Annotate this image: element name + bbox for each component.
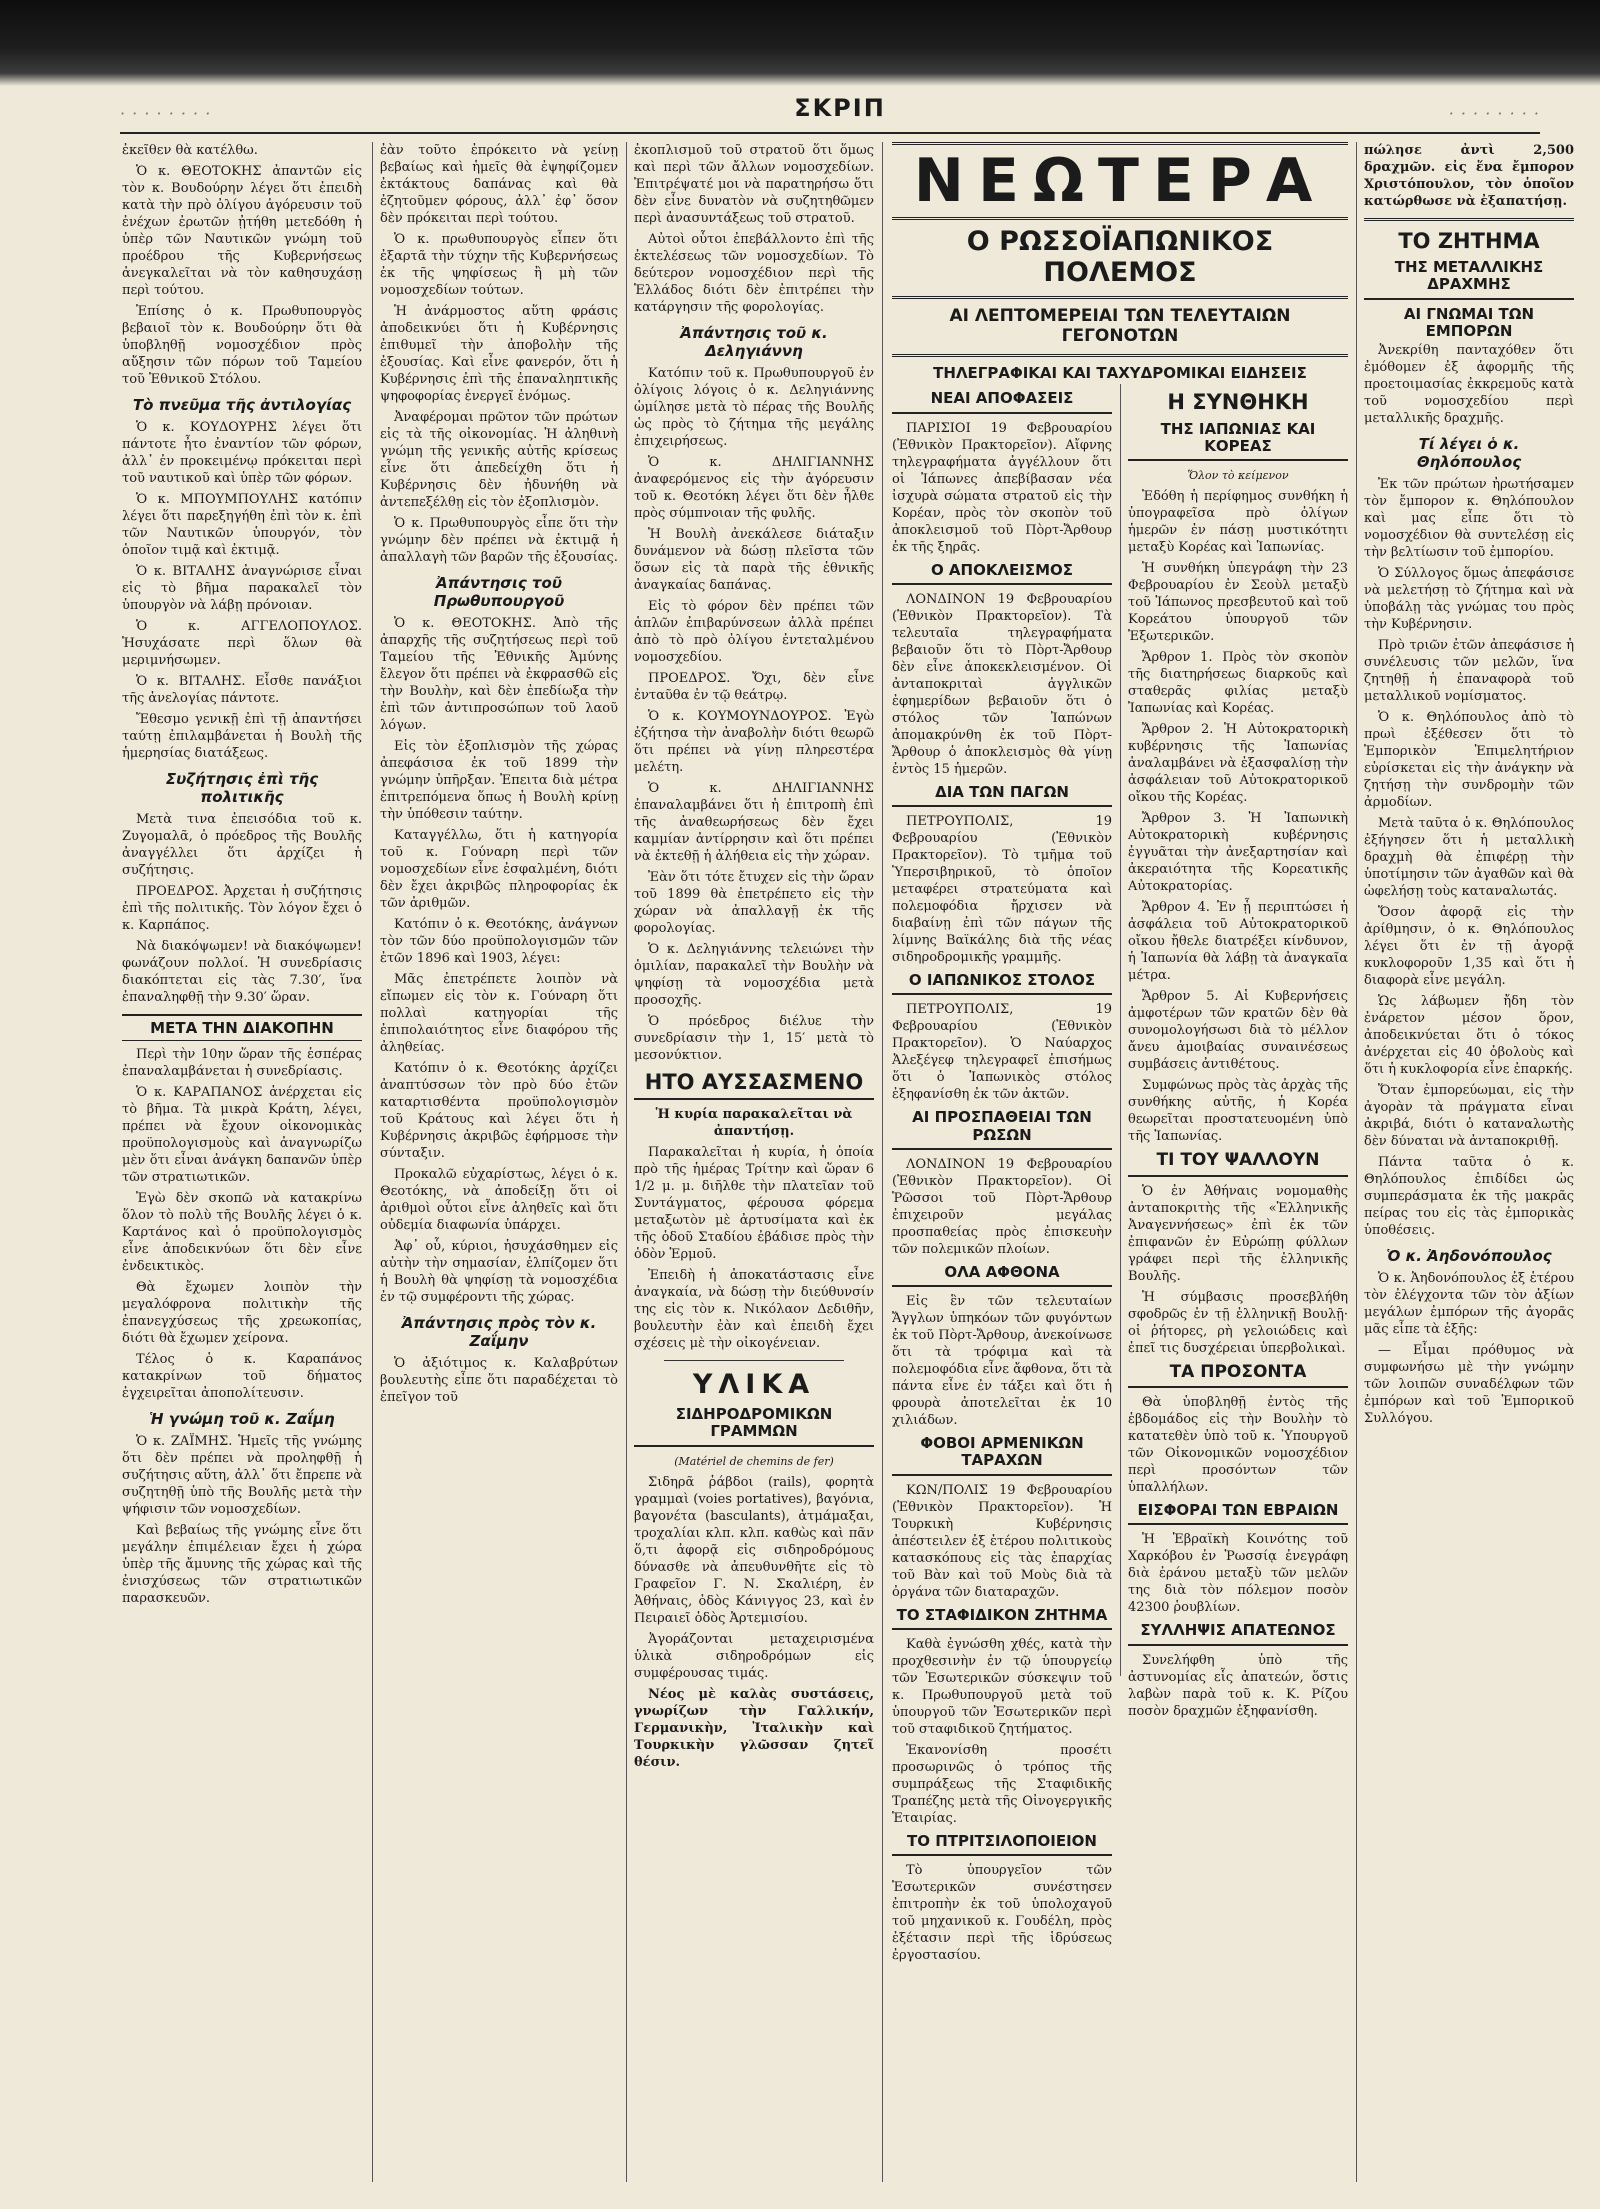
paragraph: Ὁ κ. ΚΟΥΜΟΥΝΔΟΥΡΟΣ. Ἐγὼ ἐζήτησα τὴν ἀναβολὴν διότι θεωρῶ ὅτι πρέπει νὰ γίνῃ πληρεστέρα μελέτη. <box>634 709 874 775</box>
paragraph: Ὡς λάβωμεν ἤδη τὸν ἐνάρετον μέσον ὅρον, ἀποδεικνύεται ὅτι ὁ τόκος ἀνέρχεται εἰς 40 ὀβολοὺς καὶ ὅτι ἡ κυκλοφορία εἶνε ἐπαρκής. <box>1364 994 1574 1078</box>
article-headline: ΤΑ ΠΡΟΣΟΝΤΑ <box>1128 1363 1348 1389</box>
paragraph: Ὁ κ. Θηλόπουλος ἀπὸ τὸ πρωὶ ἐξέθεσεν ὅτι τὸ Ἐμπορικὸν Ἐπιμελητήριον εὑρίσκεται εἰς τὴν ἀνάγκην νὰ ζητήσῃ τὴν συνδρομὴν τῶν ἀρμοδίων. <box>1364 710 1574 811</box>
paragraph: Κατόπιν ὁ κ. Θεοτόκης, ἀνάγνων τὸν τῶν δύο προϋπολογισμῶν τῶν ἐτῶν 1896 καὶ 1903, λέγει: <box>380 917 618 966</box>
paragraph: Μετὰ τινα ἐπεισόδια τοῦ κ. Ζυγομαλᾶ, ὁ πρόεδρος τῆς Βουλῆς ἀναγγέλλει ὅτι ἀρχίζει ἡ συζήτησις. <box>122 812 362 878</box>
paragraph: Ἐπειδὴ ἡ ἀποκατάστασις εἶνε ἀναγκαία, νὰ δώσῃ τὴν διεύθυνσίν της εἰς τὸν κ. Νικόλαον Δεδιθῆν, βουλευτὴν ἐὰν καὶ ἐπειδὴ ἔχει σχέσεις μὲ τὴν οἰκογένειαν. <box>634 1268 874 1352</box>
paragraph: Εἰς τὸ φόρον δὲν πρέπει τῶν ἁπλῶν ἐπιβαρύνσεων ἀλλὰ πρέπει ἀπὸ τὸ πρὸ ὀλίγου ἐντεταλμένου νομοσχεδίου. <box>634 599 874 665</box>
paragraph: Τὸ ὑπουργεῖον τῶν Ἐσωτερικῶν συνέστησεν ἐπιτροπὴν ἐκ τοῦ ὑπολοχαγοῦ τοῦ μηχανικοῦ κ. Γουδέλη, πρὸς ἐξέτασιν περὶ τῆς ἱδρύσεως ἐργοστασίου. <box>892 1863 1112 1964</box>
paragraph: Κατόπιν τοῦ κ. Πρωθυπουργοῦ ἐν ὀλίγοις λόγοις ὁ κ. Δεληγιάννης ὡμίλησε μετὰ τὸ πέρας τῆς Βουλῆς ὡς πρὸς τὸ ζήτημα τῆς μεγάλης ἐπιχειρήσεως. <box>634 366 874 449</box>
paragraph: Καταγγέλλω, ὅτι ἡ κατηγορία τοῦ κ. Γούναρη περὶ τῶν νομοσχεδίων εἶνε ἐσφαλμένη, διότι δὲν ἔχει ἀκριβῶς πληροφορίας ἐκ τῶν ἀριθμῶν. <box>380 828 618 911</box>
paragraph: Ὁ ἀξιότιμος κ. Καλαβρύτων βουλευτὴς εἶπε ὅτι παραδέχεται τὸ ἐπεῖγον τοῦ <box>380 1356 618 1405</box>
paragraph: ΛΟΝΔΙΝΟΝ 19 Φεβρουαρίου (Ἐθνικὸν Πρακτορεῖον). Τὰ τελευταῖα τηλεγραφήματα βεβαιοῦν ὅτι τὸ Πὸρτ-Ἄρθουρ δὲν εἶνε ἀποκεκλεισμένον. Οἱ ἀνταποκριταὶ ἀγγλικῶν ἐφημερίδων βεβαιοῦν ὅτι ὁ στόλος τῶν Ἰαπώνων ἀπομακρύνθη ἐκ τοῦ Πὸρτ-Ἄρθουρ ὁ ἀποκλεισμὸς θὰ γίνῃ ἐντὸς 15 ἡμερῶν. <box>892 591 1112 777</box>
paragraph: Ἄρθρον 2. Ἡ Αὐτοκρατορικὴ κυβέρνησις τῆς Ἰαπωνίας ἀναλαμβάνει νὰ ἐξασφαλίσῃ τὴν ἀσφάλειαν τοῦ Αὐτοκρατορικοῦ οἴκου τῆς Κορέας. <box>1128 722 1348 806</box>
ad-note: (Matériel de chemins de fer) <box>674 1454 834 1468</box>
paragraph: πώλησε ἀντὶ 2,500 δραχμῶν. εἰς ἕνα ἔμπορον Χριστόπουλον, τὸν ὁποῖον κατώρθωσε νὰ ἐξαπατήσῃ. <box>1364 143 1574 209</box>
paragraph: Ἄρθρον 3. Ἡ Ἰαπωνικὴ Αὐτοκρατορικὴ κυβέρνησις ἐγγυᾶται τὴν ἀνεξαρτησίαν καὶ ἀκεραιότητα τῆς Κορεατικῆς Αὐτοκρατορίας. <box>1128 811 1348 895</box>
faded-header-left: · · · · · · · · <box>120 104 212 123</box>
article-headline: ΟΛΑ ΑΦΘΟΝΑ <box>892 1264 1112 1287</box>
section-heading: Τί λέγει ὁ κ. Θηλόπουλος <box>1416 435 1522 472</box>
article-headline: Ο ΙΑΠΩΝΙΚΟΣ ΣΤΟΛΟΣ <box>892 972 1112 995</box>
article-headline: Η ΣΥΝΘΗΚΗ <box>1167 390 1309 415</box>
news-center <box>892 142 1348 2182</box>
paragraph: Ὁ Σύλλογος ὅμως ἀπεφάσισε νὰ μελετήσῃ τὸ ζήτημα καὶ νὰ ὑποβάλῃ τὰς γνώμας του πρὸς τὴν Κυβέρνησιν. <box>1364 566 1574 633</box>
paragraph: Νὰ διακόψωμεν! νὰ διακόψωμεν! φωνάζουν πολλοί. Ἡ συνεδρίασις διακόπτεται εἰς τὰς 7.30′, ἵνα ἐπαναληφθῇ τὴν 9.30′ ὥραν. <box>122 939 362 1005</box>
paragraph: Ἀναφέρομαι πρῶτον τῶν πρώτων εἰς τὰ τῆς οἰκονομίας. Ἡ ἀληθινὴ γνώμη τῆς γενικῆς αὐτῆς κρίσεως εἶνε ὅτι ἀπεδείχθη ὅτι ἡ Κυβέρνησις δὲν ἠδυνήθη νὰ ἀντεπεξέλθῃ εἰς τὸν ἐξοπλισμὸν. <box>380 410 618 510</box>
column-rule <box>1120 384 1121 1676</box>
article-headline: ΔΙΑ ΤΩΝ ΠΑΓΩΝ <box>892 784 1112 807</box>
paragraph: Αὐτοὶ οὗτοι ἐπεβάλλοντο ἐπὶ τῆς ἐκτελέσεως τῶν νομοσχεδίων. Τὸ δεύτερον νομοσχέδιον περὶ τῆς Ἑλλάδος διότι δὲν ἐπιτρέπει τὴν κατάργησιν τῆς φορολογίας. <box>634 232 874 315</box>
paragraph: Ἄρθρον 1. Πρὸς τὸν σκοπὸν τῆς διατηρήσεως διαρκοῦς καὶ σταθερᾶς φιλίας μεταξὺ Ἰαπωνίας καὶ Κορέας. <box>1128 650 1348 717</box>
article-headline: ΦΟΒΟΙ ΑΡΜΕΝΙΚΩΝ ΤΑΡΑΧΩΝ <box>892 1435 1112 1476</box>
section-heading: Ὁ κ. Ἀηδονόπουλος <box>1386 1247 1552 1266</box>
news-kicker: ΤΗΛΕΓΡΑΦΙΚΑΙ ΚΑΙ ΤΑΧΥΔΡΟΜΙΚΑΙ ΕΙΔΗΣΕΙΣ <box>933 364 1307 383</box>
paragraph: Πάντα ταῦτα ὁ κ. Θηλόπουλος ἐπιδίδει ὡς συμπεράσματα ἐκ τῆς μακρᾶς πείρας του εἰς τὰς ἐμπορικὰς ὑποθέσεις. <box>1364 1155 1574 1239</box>
article-headline: ΤΟ ΣΤΑΦΙΔΙΚΟΝ ΖΗΤΗΜΑ <box>892 1607 1112 1630</box>
paragraph: ΠΕΤΡΟΥΠΟΛΙΣ, 19 Φεβρουαρίου (Ἐθνικὸν Πρακτορεῖον). Τὸ τμῆμα τοῦ Ὑπερσιβηρικοῦ, τὸ ὁποῖον μεταφέρει στρατεύματα καὶ πολεμοφόδια ἤρχισεν νὰ διαβαίνῃ ἐπὶ τῶν πάγων τῆς λίμνης Βαϊκάλης διὰ τῆς νέας σιδηροδρομικῆς γραμμῆς. <box>892 814 1112 966</box>
ad-subheadline: ΣΙΔΗΡΟΔΡΟΜΙΚΩΝ ΓΡΑΜΜΩΝ <box>634 1406 874 1447</box>
paragraph: Ἐγὼ δὲν σκοπῶ νὰ κατακρίνω ὅλον τὸ πολὺ τῆς Βουλῆς λέγει ὁ κ. Καρτάνος καὶ ὁ προϋπολογισμὸς εἶνε ἀποδεικνύων ὅτι δὲν εἶνε ἐνδεικτικὸς. <box>122 1191 362 1274</box>
paragraph: Ὁ κ. ΒΙΤΑΛΗΣ. Εἶσθε πανάξιοι τῆς ἀνελογίας πάντοτε. <box>122 674 362 706</box>
paragraph: ΚΩΝ/ΠΟΛΙΣ 19 Φεβρουαρίου (Ἐθνικὸν Πρακτορεῖον). Ἡ Τουρκικὴ Κυβέρνησις ἀπέστειλεν ἐξ ἑτέρου πολιτικοὺς κατασκόπους εἰς τὰς ἐπαρχίας τοῦ Βὰν καὶ τοῦ Μοὺς διὰ τὰ ὀργάνα τῶν διαταραχῶν. <box>892 1482 1112 1600</box>
section-heading: ΜΕΤΑ ΤΗΝ ΔΙΑΚΟΠΗΝ <box>122 1014 362 1041</box>
article-headline: Ο ΑΠΟΚΛΕΙΣΜΟΣ <box>892 562 1112 585</box>
faded-header-right: · · · · · · · · <box>1448 104 1540 123</box>
paragraph: Παρακαλεῖται ἡ κυρία, ἡ ὁποία πρὸ τῆς ἡμέρας Τρίτην καὶ ὥραν 6 1/2 μ. μ. διῆλθε τὴν πλατεῖαν τοῦ Συντάγματος, φέρουσα φόρεμα μεταξωτὸν μὲ ἀρτυσίματα καὶ ἐκ τῆς ὁδοῦ Σταδίου ἐβάδισε πρὸς τὴν ὁδὸν Ἑρμοῦ. <box>634 1145 874 1263</box>
section-heading: Συζήτησις ἐπὶ τῆς πολιτικῆς <box>165 770 319 806</box>
paragraph: Ὁ κ. ΚΑΡΑΠΑΝΟΣ ἀνέρχεται εἰς τὸ βῆμα. Τὰ μικρὰ Κράτη, λέγει, πρέπει νὰ ἔχουν οἰκονομικὰς προϋπολογισμοὺς καὶ ἀναγνωρίζω μὲν ὅτι εἶναι ἀνάγκη δαπανῶν ὑπὲρ τῶν στρατιωτικῶν. <box>122 1085 362 1185</box>
article-headline: ΑΙ ΠΡΟΣΠΑΘΕΙΑΙ ΤΩΝ ΡΩΣΩΝ <box>892 1109 1112 1150</box>
section-heading: Ἀπάντησις τοῦ κ. Δεληγιάννη <box>680 324 828 360</box>
paragraph: ΠΡΟΕΔΡΟΣ. Ὄχι, δὲν εἶνε ἐνταῦθα ἐν τῷ θεάτρῳ. <box>634 671 874 703</box>
paragraph: Εἰς τὸν ἐξοπλισμὸν τῆς χώρας ἀπεφάσισα ἐκ τοῦ 1899 τὴν γνώμην ὑπῆρξαν. Ἐπειτα διὰ μέτρα ἐπιτρεπόμενα ὅπως ἡ Βουλὴ κρίνῃ τὴν ὑπόθεσιν ταύτην. <box>380 739 618 822</box>
paragraph: Ἐκ τῶν πρώτων ἠρωτήσαμεν τὸν ἔμπορον κ. Θηλόπουλον καὶ μας εἶπε ὅτι τὸ νομοσχέδιον θὰ συντελέσῃ εἰς τὴν βελτίωσιν τοῦ ἐμπορίου. <box>1364 477 1574 561</box>
news-left <box>892 384 1112 1964</box>
column-6 <box>1364 142 1574 2182</box>
paragraph: Ὅσον ἀφορᾷ εἰς τὴν ἀρίθμησιν, ὁ κ. Θηλόπουλος λέγει ὅτι ἐν τῇ ἀγορᾷ κυκλοφοροῦν 1,35 καὶ ὅτι ἡ διαφορὰ εἶνε μεγάλη. <box>1364 905 1574 989</box>
paragraph: ΠΑΡΙΣΙΟΙ 19 Φεβρουαρίου (Ἐθνικὸν Πρακτορεῖον). Αἴφνης τηλεγραφήματα ἀγγέλλουν ὅτι οἱ Ἰάπωνες ἀπεβίβασαν νέα ἰσχυρὰ σώματα στρατοῦ εἰς τὴν Κορέαν, πρὸς τὸν σκοπὸν τοῦ ἀποκλεισμοῦ τοῦ Πὸρτ-Ἄρθουρ ἐκ τῆς ξηρᾶς. <box>892 420 1112 555</box>
ad-headline: ΥΛΙΚΑ <box>692 1369 816 1401</box>
article-headline: ΕΙΣΦΟΡΑΙ ΤΩΝ ΕΒΡΑΙΩΝ <box>1128 1502 1348 1525</box>
article-headline: ΝΕΑΙ ΑΠΟΦΑΣΕΙΣ <box>892 390 1112 413</box>
paragraph: Ὁ κ. πρωθυπουργὸς εἶπεν ὅτι ἐξαρτᾶ τὴν τύχην τῆς Κυβερνήσεως ἐκ τῆς ψηφίσεως ἢ μὴ τῶν νομοσχεδίων τούτων. <box>380 232 618 298</box>
divider <box>892 296 1348 299</box>
paragraph: Ὁ κ. Πρωθυπουργὸς εἶπε ὅτι τὴν γνώμην δὲν πρέπει νὰ ἐκτιμᾷ ἡ ἀπαλλαγὴ τῶν βαρῶν τῆς ἐξουσίας. <box>380 516 618 565</box>
section-heading: Ἀπάντησις πρὸς τὸν κ. Ζαΐμην <box>401 1314 597 1350</box>
article-subheadline: ΤΗΣ ΙΑΠΩΝΙΑΣ ΚΑΙ ΚΟΡΕΑΣ <box>1128 421 1348 462</box>
article-kicker: ΑΙ ΓΝΩΜΑΙ ΤΩΝ ΕΜΠΟΡΩΝ <box>1403 304 1535 340</box>
paragraph: ΠΕΤΡΟΥΠΟΛΙΣ, 19 Φεβρουαρίου (Ἐθνικὸν Πρακτορεῖον). Ὁ Ναύαρχος Ἀλεξέγεφ τηλεγραφεῖ ἐπισήμως ὅτι ὁ Ἰαπωνικὸς στόλος ἐξηφανίσθη ἐκ τῶν ἀκτῶν. <box>892 1002 1112 1103</box>
paragraph: Πρὸ τριῶν ἐτῶν ἀπεφάσισε ἡ συνέλευσις τῶν μελῶν, ἵνα ζητηθῇ ἡ ἐπαναφορὰ τοῦ μεταλλικοῦ νομίσματος. <box>1364 638 1574 705</box>
paragraph: Ὁ κ. ΘΕΟΤΟΚΗΣ. Ἀπὸ τῆς ἀπαρχῆς τῆς συζητήσεως περὶ τοῦ Ταμείου τῆς Ἐθνικῆς Ἀμύνης ἔλεγον ὅτι πρέπει νὰ ἐκφρασθῶ εἰς τὴν Βουλὴν, καὶ δὲν ἐπεδίωξα τὴν ἐπὶ τῶν ἀντιπροσώπων τοῦ λαοῦ λόγων. <box>380 616 618 733</box>
paragraph: Ἡ ἀνάρμοστος αὕτη φράσις ἀποδεικνύει ὅτι ἡ Κυβέρνησις ἐπιθυμεῖ τὴν ἀποβολὴν τῆς ἐξουσίας. Καὶ εἶνε φανερόν, ὅτι ἡ Κυβέρνησις ἐπὶ τῆς ἐπαναληπτικῆς ψηφοφορίας ἐνεργεῖ ἐνόμως. <box>380 304 618 404</box>
article-kicker: Ὅλον τὸ κείμενον <box>1187 469 1289 483</box>
paragraph: Ἀγοράζονται μεταχειρισμένα ὑλικὰ σιδηροδρόμων εἰς συμφέρουσας τιμάς. <box>634 1631 874 1681</box>
paragraph: Περὶ τὴν 10ην ὥραν τῆς ἑσπέρας ἐπαναλαμβάνεται ἡ συνεδρίασις. <box>122 1047 362 1079</box>
paragraph: Ὁ κ. ΔΗΛΙΓΙΑΝΝΗΣ ἐπαναλαμβάνει ὅτι ἡ ἐπιτροπὴ ἐπὶ τῆς ἀναθεωρήσεως δὲν ἔχει καμμίαν ἀντίρρησιν καὶ ὅτι πρέπει νὰ ἐκτεθῇ ἡ ἀλήθεια εἰς τὴν χώραν. <box>634 781 874 864</box>
article-headline: ΤΟ ΠΤΡΙΤΣΙΛΟΠΟΙΕΙΟΝ <box>892 1833 1112 1856</box>
paragraph: Ὁ κ. ΚΟΥΔΟΥΡΗΣ λέγει ὅτι πάντοτε ἦτο ἐναντίον τῶν φόρων, ἀλλ᾽ ἐν προκειμένῳ πρόκειται περὶ τοῦ ναυτικοῦ καὶ ὑπὲρ τῶν φόρων. <box>122 420 362 486</box>
paragraph: Ἡ συνθήκη ὑπεγράφη τὴν 23 Φεβρουαρίου ἐν Σεοὺλ μεταξὺ τοῦ Ἰάπωνος πρεσβευτοῦ καὶ τοῦ Κορεάτου ὑπουργοῦ τῶν Ἐξωτερικῶν. <box>1128 561 1348 645</box>
section-masthead: ΝΕΩΤΕΡΑ <box>892 142 1348 220</box>
column-rule <box>882 142 883 2182</box>
section-heading: Ἀπάντησις τοῦ Πρωθυπουργοῦ <box>433 574 565 610</box>
paragraph: Ἐὰν ὅτι τότε ἔτυχεν εἰς τὴν ὥραν τοῦ 1899 θὰ ἐπετρέπετο εἰς τὴν χώραν νὰ ἀπαλλαγῇ ἐκ τῆς φορολογίας. <box>634 870 874 936</box>
page-folio: ΣΚΡΙΠ <box>794 94 886 122</box>
paragraph: Ὁ κ. Ἀηδονόπουλος ἐξ ἑτέρου τὸν ἐλέγχοντα τῶν τὸν ἀξίων μεγάλων ἐμπόρων τῆς ἀγορᾶς μᾶς εἶπε τὰ ἑξῆς: <box>1364 1271 1574 1338</box>
paragraph: Εἰς ἓν τῶν τελευταίων Ἄγγλων ὑπηκόων τῶν φυγόντων ἐκ τοῦ Πὸρτ-Ἄρθουρ, ἀνεκοίνωσε ὅτι τὰ τρόφιμα καὶ τὰ πολεμοφόδια εἶνε ἄφθονα, ὅτι τὰ πάντα εἶνε ἐν τάξει καὶ ὅτι ἡ φρουρὰ ἀποτελεῖται ἐκ 10 χιλιάδων. <box>892 1294 1112 1429</box>
scan-dark-edge <box>0 0 1600 86</box>
news-right <box>1128 384 1348 1719</box>
paragraph: Καὶ βεβαίως τῆς γνώμης εἶνε ὅτι μεγάλην ἐπιμέλειαν ἔχει ἡ χώρα ὑπὲρ τῆς ἄμυνης τῆς χώρας καὶ τῆς ἐνισχύσεως τῶν στρατιωτικῶν παρασκευῶν. <box>122 1523 362 1606</box>
paragraph: Ὁ κ. ΖΑΪΜΗΣ. Ἡμεῖς τῆς γνώμης ὅτι δὲν πρέπει νὰ προληφθῇ ἡ συζήτησις αὕτη, ἀλλ᾽ ὅτι ἔπρεπε νὰ συζητηθῇ ὑπὸ τῆς Βουλῆς μετὰ τὴν ψήφισιν τῶν νομοσχεδίων. <box>122 1434 362 1517</box>
paragraph: Ὁ πρόεδρος διέλυε τὴν συνεδρίασιν τὴν 1, 15′ μετὰ τὸ μεσονύκτιον. <box>634 1014 874 1063</box>
paragraph: Μᾶς ἐπετρέπετε λοιπὸν νὰ εἴπωμεν εἰς τὸν κ. Γούναρη ὅτι πολλαὶ κατηγορίαι τῆς ἐπιπολαιότητος εἶνε διαφόρου τῆς ἀληθείας. <box>380 972 618 1055</box>
paragraph: Ὁ ἐν Ἀθήναις νομομαθὴς ἀνταποκριτὴς τῆς «Ἑλληνικῆς Ἀναγεννήσεως» ἐπὶ ἐκ τῶν ἐπιφανῶν ἐν Εὐρώπῃ φύλλων γράφει περὶ τῆς ἑλληνικῆς Βουλῆς. <box>1128 1183 1348 1284</box>
column-2 <box>380 142 618 2182</box>
column-rule <box>1356 142 1357 2182</box>
column-rule <box>372 142 373 2182</box>
main-headline: Ο ΡΩΣΣΟΪΑΠΩΝΙΚΟΣ ΠΟΛΕΜΟΣ <box>966 226 1274 289</box>
paragraph: Ἄρθρον 4. Ἐν ᾗ περιπτώσει ἡ ἀσφάλεια τοῦ Αὐτοκρατορικοῦ οἴκου ἤθελε διατρέξει κίνδυνον, ἡ Ἰαπωνία θὰ λάβῃ τὰ ἀναγκαῖα μέτρα. <box>1128 900 1348 984</box>
paragraph: Ὁ κ. ΑΓΓΕΛΟΠΟΥΛΟΣ. Ἡσυχάσατε περὶ ὅλων θὰ μεριμνήσωμεν. <box>122 619 362 668</box>
paragraph: Τέλος ὁ κ. Καραπάνος κατακρίνων τοῦ δήματος ἐγχειρεῖται ἀποπολίτευσιν. <box>122 1352 362 1401</box>
paragraph: Ἔθεσμο γενικῇ ἐπὶ τῇ ἀπαντήσει ταύτῃ ἐπιλαμβάνεται ἡ Βουλὴ τῆς ἡμερησίας διατάξεως. <box>122 712 362 761</box>
section-heading: Ἡ γνώμη τοῦ κ. Ζαΐμη <box>149 1410 335 1428</box>
article-subheadline: ΤΗΣ ΜΕΤΑΛΛΙΚΗΣ ΔΡΑΧΜΗΣ <box>1364 259 1574 300</box>
paragraph: ἐὰν τοῦτο ἐπρόκειτο νὰ γείνῃ βεβαίως καὶ ἡμεῖς θὰ ἐψηφίζομεν ἐκτάκτους δαπάνας καὶ θὰ ἐζητοῦμεν φόρους, ἀλλ᾽ ἐφ᾽ ὅσον δὲν πρόκειται περὶ τούτου. <box>380 143 618 226</box>
paragraph: — Εἶμαι πρόθυμος νὰ συμφωνήσω μὲ τὴν γνώμην τῶν λοιπῶν συναδέλφων τῶν ἐμπόρων καὶ τοῦ Ἐμπορικοῦ Συλλόγου. <box>1364 1343 1574 1427</box>
paragraph: Θὰ ἔχωμεν λοιπὸν τὴν μεγαλόφρονα πολιτικὴν τῆς ἐπανεγχύσεως τῆς χρεωκοπίας, διότι θὰ ἔχωμεν χείρονα. <box>122 1280 362 1346</box>
main-subheadline: ΑΙ ΛΕΠΤΟΜΕΡΕΙΑΙ ΤΩΝ ΤΕΛΕΥΤΑΙΩΝ ΓΕΓΟΝΟΤΩΝ <box>949 306 1291 346</box>
paragraph: Ἀφ᾽ οὗ, κύριοι, ἡσυχάσθημεν εἰς αὐτὴν τὴν σημασίαν, ἐλπίζομεν ὅτι ἡ Βουλὴ θὰ ψηφίσῃ τὰ νομοσχέδια ἐν τῷ συμφέροντι τῆς χώρας. <box>380 1239 618 1305</box>
paragraph: Ὁ κ. ΒΙΤΑΛΗΣ ἀναγνώρισε εἶναι εἰς τὸ βῆμα παρακαλεῖ τὸν ὑπουργὸν νὰ λάβῃ πρόνοιαν. <box>122 564 362 613</box>
paragraph: Ἡ σύμβασις προσεβλήθη σφοδρῶς ἐν τῇ ἑλληνικῇ Βουλῇ· οἱ ῥήτορες, ρὴ γελοιώδεις καὶ ἐπεῖ τις δυσχέρειαι ὑπερβολικαὶ. <box>1128 1289 1348 1356</box>
paragraph: Ἐκανονίσθη προσέτι προσωρινῶς ὁ τρόπος τῆς συμπράξεως τῆς Σταφιδικῆς Τραπέζης μετὰ τῆς Οἰνογεργικῆς Ἑταιρίας. <box>892 1742 1112 1826</box>
paragraph: Ἡ Βουλὴ ἀνεκάλεσε διάταξιν δυνάμενον νὰ δώσῃ πλεῖστα τῶν ὅσων εἰς τὰ παρὰ τῆς ἐθνικῆς ἀναγκαίας δαπάνας. <box>634 527 874 593</box>
article-headline: ΗΤΟ ΑΥΣΣΑΣΜΕΝΟ <box>634 1070 874 1100</box>
column-3 <box>634 142 874 2182</box>
paragraph: Κατόπιν ὁ κ. Θεοτόκης ἀρχίζει ἀναπτύσσων τὸν πρὸ δύο ἐτῶν καταρτισθέντα προϋπολογισμὸν τοῦ Κράτους καὶ λέγει ὅτι ἡ Κυβέρνησις ἀκριβῶς ἐφήρμοσε τὴν σύνταξιν. <box>380 1061 618 1161</box>
divider <box>1364 218 1574 221</box>
paragraph: Μετὰ ταῦτα ὁ κ. Θηλόπουλος ἐξήγησεν ὅτι ἡ μεταλλικὴ δραχμὴ θὰ ἐπιφέρῃ τὴν ὑποτίμησιν τῶν ἀγαθῶν καὶ θὰ ὠφελήσῃ τοὺς καταναλωτάς. <box>1364 816 1574 900</box>
paragraph: Ἐδόθη ἡ περίφημος συνθήκη ἡ ὑπογραφεῖσα πρὸ ὀλίγων ἡμερῶν ἐν πάσῃ μυστικότητι μεταξὺ Κορέας καὶ Ἰαπωνίας. <box>1128 489 1348 556</box>
section-heading: Τὸ πνεῦμα τῆς ἀντιλογίας <box>132 396 352 414</box>
article-headline: ΤΟ ΖΗΤΗΜΑ <box>1398 229 1540 253</box>
divider <box>664 1360 844 1361</box>
paragraph: Ἡ Ἑβραϊκὴ Κοινότης τοῦ Χαρκόβου ἐν Ῥωσσίᾳ ἐνεγράφη διὰ ἐράνου μεταξὺ τῶν μελῶν της διὰ τὸν πόλεμον ποσὸν 42300 ῥουβλίων. <box>1128 1532 1348 1616</box>
paragraph: Προκαλῶ εὐχαρίστως, λέγει ὁ κ. Θεοτόκης, νὰ ἀποδείξῃ ὅτι οἱ ἀριθμοὶ οὗτοι εἶνε ἀληθεῖς καὶ ὅτι οὐδεμία διαφωνία ὑπάρχει. <box>380 1167 618 1233</box>
paragraph: Ἀνεκρίθη πανταχόθεν ὅτι ἐμόθομεν ἐξ ἀφορμῆς τῆς προετοιμασίας ἐκκρεμοῦς κατὰ τοῦ νομοσχεδίου περὶ μεταλλικῆς δραχμῆς. <box>1364 343 1574 427</box>
paragraph: Ὁ κ. ΘΕΟΤΟΚΗΣ ἀπαντῶν εἰς τὸν κ. Βουδούρην λέγει ὅτι ἐπειδὴ κατὰ τὴν πρὸ ὀλίγου ἀγόρευσιν τοῦ ἐνέχων ἐρωτῶν ᾐτήθη μετεδόθη ἡ ὑπὲρ τῶν Ναυτικῶν γνώμη τοῦ προέδρου τῆς Κυβερνήσεως ἀνεγκαλεῖται νὰ τὸν καθησυχάσῃ περὶ τούτου. <box>122 164 362 298</box>
paragraph: Ὁ κ. Δεληγιάννης τελειώνει τὴν ὁμιλίαν, παρακαλεῖ τὴν Βουλὴν νὰ ψηφίσῃ τὰ νομοσχέδια μετὰ προσοχῆς. <box>634 942 874 1008</box>
paragraph: Συνελήφθη ὑπὸ τῆς ἀστυνομίας εἷς ἀπατεών, ὅστις λαβὼν παρὰ τοῦ κ. Κ. Ρίζου ποσὸν δραχμῶν ἐξηφανίσθη. <box>1128 1652 1348 1719</box>
news-subcolumns <box>892 384 1348 1964</box>
page-header <box>120 94 1540 134</box>
paragraph: Ὁ κ. ΔΗΛΙΓΙΑΝΝΗΣ ἀναφερόμενος εἰς τὴν ἀγόρευσιν τοῦ κ. Θεοτόκη λέγει ὅτι δὲν ἦλθε πρὸς σύμπνοιαν τῆς φυλῆς. <box>634 455 874 521</box>
article-headline: ΤΙ ΤΟΥ ΨΑΛΛΟΥΝ <box>1128 1151 1348 1177</box>
paragraph: ΠΡΟΕΔΡΟΣ. Ἀρχεται ἡ συζήτησις ἐπὶ τῆς πολιτικῆς. Τὸν λόγον ἔχει ὁ κ. Καρπάπος. <box>122 884 362 933</box>
paragraph: Συμφώνως πρὸς τὰς ἀρχὰς τῆς συνθήκης αὐτῆς, ἡ Κορέα θεωρεῖται προστατευομένη ὑπὸ τῆς Ἰαπωνίας. <box>1128 1078 1348 1145</box>
paragraph: Ἡ κυρία παρακαλεῖται νὰ ἀπαντήσῃ. <box>655 1107 853 1140</box>
paragraph: Σιδηρᾶ ῥάβδοι (rails), φορητὰ γραμμαὶ (voies portatives), βαγόνια, βαγονέτα (basculants), ἀτμάμαξαι, τροχαλίαι κλπ. κλπ. καθὼς καὶ πᾶν ὅ,τι ἀφορᾷ εἰς σιδηροδρόμους δύνασθε νὰ ἀπευθυνθῆτε εἰς τὸ Γραφεῖον Γ. Ν. Σκαλιέρη, ἐν Ἀθήναις, ὁδὸς Κάνιγγος 23, καὶ ἐν Πειραιεῖ ὁδὸς Ἀρτεμισίου. <box>634 1474 874 1626</box>
paragraph: Νέος μὲ καλὰς συστάσεις, γνωρίζων τὴν Γαλλικήν, Γερμανικὴν, Ἰταλικὴν καὶ Τουρκικὴν γλῶσσαν ζητεῖ θέσιν. <box>634 1686 874 1770</box>
article-headline: ΣΥΛΛΗΨΙΣ ΑΠΑΤΕΩΝΟΣ <box>1128 1622 1348 1645</box>
paragraph: Ἄρθρον 5. Αἱ Κυβερνήσεις ἀμφοτέρων τῶν κρατῶν δὲν θὰ συνομολογήσωσι διὰ τὸ μέλλον ἄνευ ἀμοιβαίας συναινέσεως συμβάσεις ἀντιθέτους. <box>1128 989 1348 1073</box>
paragraph: ἐκοπλισμοῦ τοῦ στρατοῦ ὅτι ὅμως καὶ περὶ τῶν ἄλλων νομοσχεδίων. Ἐπιτρέψατέ μοι νὰ παρατηρήσω ὅτι δὲν εἶνε δυνατὸν νὰ συζητηθῶμεν περὶ ἀνασυντάξεως τοῦ στρατοῦ. <box>634 143 874 226</box>
divider <box>892 354 1348 357</box>
column-rule <box>626 142 627 2182</box>
paragraph: Ὅταν ἐμπορεύωμαι, εἰς τὴν ἀγορὰν τὰ πράγματα εἶναι ἀκριβά, διότι ὁ καταναλωτὴς δὲν δύναται νὰ ἀνταποκριθῇ. <box>1364 1083 1574 1150</box>
paragraph: Καθὰ ἐγνώσθη χθές, κατὰ τὴν προχθεσινὴν ἐν τῷ ὑπουργείῳ τῶν Ἐσωτερικῶν σύσκεψιν τοῦ κ. Πρωθυπουργοῦ μετὰ τοῦ ὑπουργοῦ τῶν Ἐσωτερικῶν περὶ τοῦ σταφιδικοῦ ζητήματος. <box>892 1636 1112 1737</box>
paragraph: ἐκεῖθεν θὰ κατέλθω. <box>122 143 258 158</box>
column-1 <box>122 142 362 2182</box>
paragraph: ΛΟΝΔΙΝΟΝ 19 Φεβρουαρίου (Ἐθνικὸν Πρακτορεῖον). Οἱ Ῥῶσσοι τοῦ Πὸρτ-Ἄρθουρ ἐπιχειροῦν μεγάλας προσπαθείας πρὸς ἐπισκευὴν τῶν πολεμικῶν πλοίων. <box>892 1156 1112 1257</box>
paragraph: Ὁ κ. ΜΠΟΥΜΠΟΥΛΗΣ κατόπιν λέγει ὅτι παρεξηγήθη ἐπὶ τὸν κ. ἐπὶ τῶν Ναυτικῶν ὑπουργόν, τὸν ὁποῖον τιμᾷ καὶ ἐκτιμᾷ. <box>122 492 362 558</box>
paragraph: Θὰ ὑποβληθῇ ἐντὸς τῆς ἑβδομάδος εἰς τὴν Βουλὴν τὸ κατατεθὲν ὑπὸ τοῦ κ. Ὑπουργοῦ τῶν Οἰκονομικῶν νομοσχέδιον περὶ προσόντων τῶν ὑπαλλήλων. <box>1128 1395 1348 1496</box>
paragraph: Ἐπίσης ὁ κ. Πρωθυπουργὸς βεβαιοῖ τὸν κ. Βουδούρην ὅτι θὰ ὑποβληθῇ νομοσχέδιον πρὸς αὔξησιν τῶν πόρων τοῦ Ταμείου τοῦ Ἐθνικοῦ Στόλου. <box>122 304 362 387</box>
